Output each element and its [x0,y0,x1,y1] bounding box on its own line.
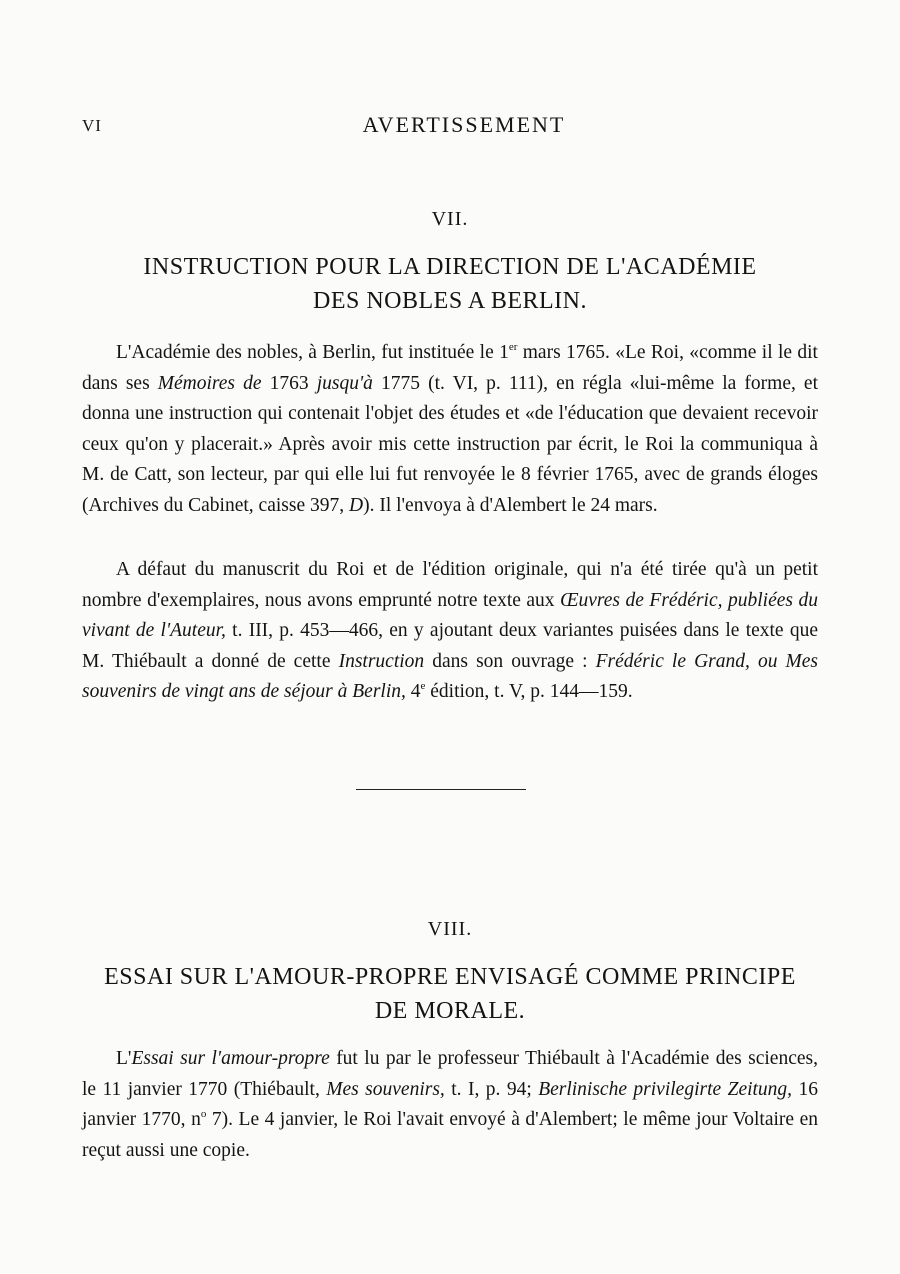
italic-letter: D [348,494,364,516]
text-run: A défaut du manuscrit du Roi et de l'édition originale, qui n'a été tirée qu'à un petit nombre d'exemplaires, nous avons emprunté notre texte aux [82,559,818,611]
running-title: AVERTISSEMENT [362,112,566,137]
italic-title: Œuvres de Frédéric, publiées du vivant de l'Auteur, [82,589,818,642]
text-run: 7). Le 4 janvier, le Roi l'avait envoyé à d'Alembert; le même jour Voltaire en reçut aussi une copie. [82,1109,818,1161]
section-heading-8 [80,960,820,1028]
section-numeral-8: VIII. [427,918,473,940]
section-heading-7-line2: DES NOBLES A BERLIN. [312,288,588,314]
text-run: 4 [405,681,421,703]
text-run: fut lu par le professeur Thiébault à l'Académie des sciences, le 11 janvier 1770 (Thiébault, [82,1048,818,1100]
running-head [80,112,820,142]
section-numeral-7: VII. [431,208,469,230]
section-heading-8-line1: ESSAI SUR L'AMOUR-PROPRE ENVISAGÉ COMME PRINCIPE [104,964,796,990]
italic-word: jusqu'à [316,372,373,394]
italic-title: Essai sur l'amour-propre [131,1048,330,1069]
italic-title: Mes souvenirs, [326,1078,445,1100]
section-divider [356,789,526,790]
text-run: mars 1765. «Le Roi, «comme il le dit dans ses [82,342,818,394]
section-heading-7-line1: INSTRUCTION POUR LA DIRECTION DE L'ACADÉMIE [143,254,757,280]
text-run: ). Il l'envoya à d'Alembert le 24 mars. [363,494,658,516]
superscript: o [200,1108,207,1121]
paragraph-7-1 [82,338,818,522]
italic-title: Instruction [338,650,425,672]
paragraph-8-1 [82,1044,818,1166]
section-heading-7 [80,250,820,318]
italic-title: Mémoires de [157,372,262,394]
text-run: L'Académie des nobles, à Berlin, fut instituée le 1 [116,342,509,363]
text-run: L' [116,1048,132,1069]
superscript: e [420,680,426,693]
italic-title: Frédéric le Grand, ou Mes souvenirs de vingt ans de séjour à Berlin, [82,650,819,703]
text-run: dans son ouvrage : [424,650,596,672]
text-run: édition, t. V, p. 144—159. [425,681,633,703]
paragraph-7-2 [82,555,818,708]
text-run: t. III, p. 453—466, en y ajoutant deux variantes puisées dans le texte que M. Thiébault a donné de cette [82,620,818,672]
text-run: 1763 [261,372,317,394]
text-run: 1775 (t. VI, p. 111), en régla «lui-même la forme, et donna une instruction qui contenait l'objet des études et «de l'éducation que devaient recevoir ceux qu'on y placerait.» Après avoir mis cette instruction par écrit, le Roi la communiqua à M. de Catt, son lecteur, par qui elle lui fut renvoyée le 8 février 1765, avec de grands éloges (Archives du Cabinet, caisse 397, [82,372,819,516]
page-number: VI [82,116,102,135]
superscript: er [508,341,518,353]
section-heading-8-line2: DE MORALE. [374,998,526,1024]
italic-title: Berlinische privilegirte Zeitung, [538,1078,793,1100]
text-run: t. I, p. 94; [444,1078,539,1100]
text-run: 16 janvier 1770, n [82,1078,818,1131]
